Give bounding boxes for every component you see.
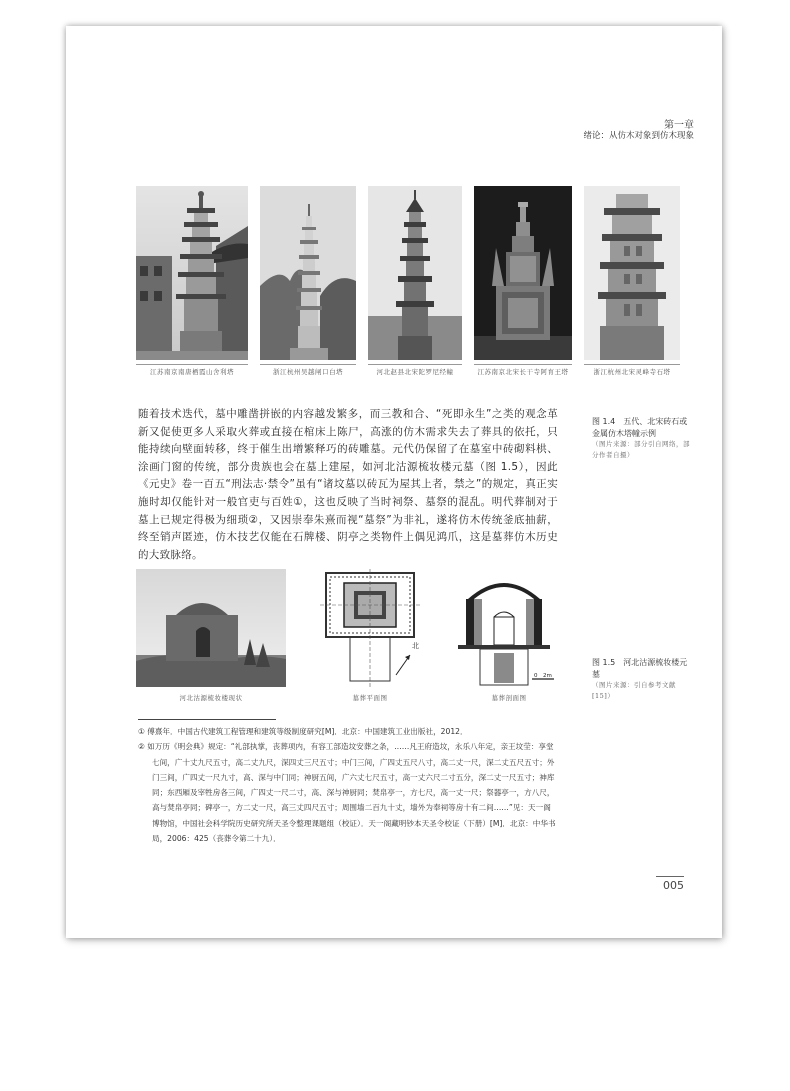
- figure-1-4-title: 图 1.4 五代、北宋砖石或金属仿木塔幢示例: [592, 417, 688, 438]
- tomb-plan-caption: 墓葬平面图: [352, 694, 388, 702]
- tower-photo-5: [584, 186, 680, 360]
- figure-1-4-caption: [592, 416, 692, 461]
- body-paragraph: [138, 406, 558, 564]
- scale-label: 0 2m: [534, 673, 552, 679]
- figure-1-5-source: （图片来源：引自参考文献[15]）: [592, 681, 676, 700]
- tomb-section-drawing: [454, 569, 564, 687]
- footnotes: [138, 724, 558, 846]
- page-number: 005: [663, 879, 684, 892]
- chapter-title: 第一章: [664, 120, 694, 131]
- chapter-subtitle: 绪论：从仿木对象到仿木现象: [583, 131, 694, 141]
- photo-caption-5: 浙江杭州北宋灵峰寺石塔: [584, 364, 680, 378]
- tomb-photo: [136, 569, 286, 687]
- tomb-plan-drawing: [320, 569, 420, 687]
- tower-photo-3: [368, 186, 462, 360]
- body-paragraph-text: 随着技术迭代，墓中雕凿拼嵌的内容越发繁多，而三教和合、“死即永生”之类的观念革新又促使更多人采取火葬或直接在棺床上陈尸，高涨的仿木需求失去了葬具的依托，只能持续向壁面转移，终于催生出增繁释巧的砖雕墓。元代仍保留了在墓室中砖砌料栱、涂画门窗的传统，部分贵族也会在墓上建屋，如河北沽源梳妆楼元墓（图 1.5），因此《元史》卷一百五“刑法志·禁令”虽有“诸坟墓以砖瓦为屋其上者，禁之”的规定，真正实施时却仅能针对一般官吏与百姓①，这也反映了当时祠祭、墓祭的混乱。明代葬制对于墓上已规定得极为细琐②，又因崇奉朱熹而视“墓祭”为非礼，遂将仿木传统釜底抽薪，终至销声匿迹，仿木技艺仅能在石牌楼、阴亭之类物件上偶见鸿爪，这是墓葬仿木历史的大致脉络。: [138, 408, 558, 561]
- figure-1-4-source: （图片来源：部分引自网络，部分作者自摄）: [592, 440, 690, 459]
- footnote-divider: [138, 719, 276, 720]
- north-label: 北: [412, 642, 419, 650]
- tomb-photo-caption: 河北沽源梳妆楼现状: [179, 694, 243, 702]
- tower-photo-4: [474, 186, 572, 360]
- photo-caption-4: 江苏南京北宋长干寺阿育王塔: [474, 364, 572, 378]
- page-number-rule: [656, 876, 684, 877]
- document-page: [66, 26, 722, 938]
- tower-photo-2: [260, 186, 356, 360]
- figure-1-5-title: 图 1.5 河北沽源梳妆楼元墓: [592, 658, 688, 679]
- photo-caption-3: 河北赵县北宋陀罗尼经幢: [368, 364, 462, 378]
- tomb-section-caption: 墓葬剖面图: [491, 694, 527, 702]
- photo-caption-2: 浙江杭州吴越闸口白塔: [260, 364, 356, 378]
- figure-1-5-caption: [592, 657, 692, 702]
- footnote-1: ① 傅熹年．中国古代建筑工程管理和建筑等级制度研究[M]．北京：中国建筑工业出版社，2012．: [138, 727, 468, 736]
- photo-caption-1: 江苏南京南唐栖霞山舍利塔: [136, 364, 248, 378]
- tower-photo-1: [136, 186, 248, 360]
- footnote-2: ② 如万历《明会典》规定：“礼部执掌，丧葬项内，有容工部造坟安葬之条，……凡王府造坟，永乐八年定，亲王坟茔：享堂七间，广十丈九尺五寸，高二丈九尺，深四丈三尺五寸；中门三间，广四丈五尺八寸，高二丈一尺，深二丈五尺五寸；外门三间，广四丈一尺九寸，高、深与中门同；神厨五间，广六丈七尺五寸，高一丈六尺二寸五分，深二丈一尺五寸；神库同；东西厢及宰牲房各三间，广四丈一尺二寸，高、深与神厨同；焚帛亭一，方七尺，高一丈一尺；祭器亭一，方八尺，高与焚帛亭同；碑亭一，方二丈一尺，高三丈四尺五寸；周围墙二百九十丈，墙外为奉祠等房十有二间……”见：天一阁博物馆，中国社会科学院历史研究所天圣令整理课题组（校证）．天一阁藏明钞本天圣令校证（下册）[M]．北京：中华书局，2006：425（丧葬令第二十九）．: [138, 742, 556, 844]
